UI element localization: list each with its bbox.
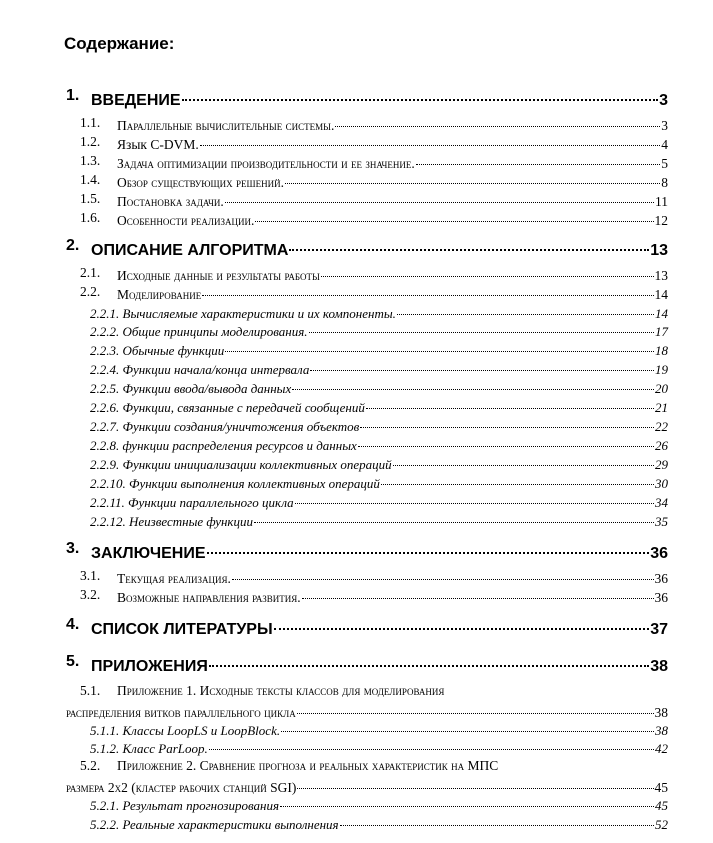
dot-leader (281, 718, 654, 732)
toc-entry-page: 14 (654, 286, 668, 302)
toc-entry-label: Возможные направления развития. (117, 589, 301, 605)
dot-leader (302, 584, 654, 599)
dot-leader (416, 150, 661, 165)
toc-entry-page: 22 (655, 419, 668, 434)
toc-entry-2-2-2[interactable] (0, 322, 713, 339)
toc-entry-page: 29 (655, 457, 668, 472)
toc-entry-3-2[interactable] (0, 587, 713, 605)
toc-entry-2-2-6[interactable] (0, 398, 713, 415)
toc-entry-label: 2.2.10. Функции выполнения коллективных операций (90, 476, 380, 491)
toc-entry-label: Язык C-DVM. (117, 136, 199, 152)
toc-entry-page: 38 (655, 723, 668, 738)
toc-entry-number: 5.2. (80, 758, 101, 773)
dot-leader (340, 812, 654, 826)
toc-entry-page: 19 (655, 362, 668, 377)
toc-entry-2-2-3[interactable] (0, 341, 713, 358)
dot-leader (321, 262, 654, 277)
toc-entry-page: 37 (650, 621, 668, 638)
dot-leader (255, 207, 653, 222)
toc-entry-3[interactable] (0, 540, 713, 562)
toc-entry-page: 20 (655, 381, 668, 396)
dot-leader (381, 471, 654, 485)
toc-entry-2-2-10[interactable] (0, 474, 713, 491)
toc-entry-label: 2.2.11. Функции параллельного цикла (90, 495, 294, 510)
toc-entry-number: 2. (66, 237, 80, 254)
toc-entry-number: 2.2. (80, 284, 101, 299)
toc-entry-page: 42 (655, 741, 668, 756)
toc-entry-label: 5.2.2. Реальные характеристики выполнения (90, 817, 339, 832)
toc-entry-number: 1.5. (80, 191, 101, 206)
toc-entry-label: Обзор существующих решений. (117, 174, 284, 190)
toc-entry-page: 4 (661, 136, 668, 152)
toc-entry-label: Задача оптимизации производительности и ее значение. (117, 155, 415, 171)
dot-leader (207, 536, 650, 554)
toc-entry-number: 3. (66, 540, 80, 557)
dot-leader (274, 612, 650, 630)
toc-entry-page: 45 (655, 798, 668, 813)
dot-leader (366, 395, 654, 409)
toc-entry-4[interactable] (0, 616, 713, 638)
toc-entry-page: 26 (655, 438, 668, 453)
toc-entry-5-2-2[interactable] (0, 815, 713, 832)
toc-entry-2-2-7[interactable] (0, 417, 713, 434)
toc-entry-number: 3.2. (80, 587, 101, 602)
toc-entry-number: 1.6. (80, 210, 101, 225)
toc-entry-label: 2.2.7. Функции создания/уничтожения объектов (90, 419, 360, 434)
toc-entry-page: 52 (655, 817, 668, 832)
dot-leader (309, 319, 654, 333)
toc-entry-label: 5.2.1. Результат прогнозирования (90, 798, 280, 813)
dot-leader (232, 565, 654, 580)
dot-leader (225, 338, 654, 352)
dot-leader (297, 699, 654, 714)
dot-leader (393, 452, 654, 466)
toc-entry-page: 11 (655, 193, 668, 209)
toc-title: Содержание: (64, 34, 175, 53)
toc-entry-2-2-4[interactable] (0, 360, 713, 377)
toc-entry-label-continued: распределения витков параллельного цикла (66, 704, 296, 720)
toc-entry-label: 2.2.6. Функции, связанные с передачей сообщений (90, 400, 365, 415)
toc-entry-label: 5.1.1. Классы LoopLS и LoopBlock. (90, 723, 281, 738)
toc-entry-label: 5.1.2. Класс ParLoop. (90, 741, 208, 756)
toc-entry-page: 36 (654, 589, 668, 605)
toc-entry-label: Параллельные вычислительные системы. (117, 117, 335, 133)
dot-leader (225, 188, 654, 203)
toc-entry-2-2-5[interactable] (0, 379, 713, 396)
toc-entry-label: СПИСОК ЛИТЕРАТУРЫ (91, 621, 273, 638)
toc-entry-5-2-1[interactable] (0, 796, 713, 813)
toc-entry-page: 18 (655, 343, 668, 358)
toc-entry-page: 14 (655, 306, 668, 321)
toc-entry-label: Исходные данные и результаты работы (117, 267, 320, 283)
toc-entry-number: 4. (66, 616, 80, 633)
toc-entry-label: ВВЕДЕНИЕ (91, 92, 181, 109)
dot-leader (295, 490, 654, 504)
toc-entry-label: Постановка задачи. (117, 193, 224, 209)
toc-entry-page: 13 (650, 242, 668, 259)
toc-entry-page: 17 (655, 324, 668, 339)
dot-leader (360, 414, 654, 428)
toc-entry-page: 3 (659, 92, 668, 109)
toc-entry-label: 2.2.4. Функции начала/конца интервала (90, 362, 310, 377)
toc-entry-label: ЗАКЛЮЧЕНИЕ (91, 545, 206, 562)
dot-leader (292, 376, 654, 390)
toc-entry-label: ОПИСАНИЕ АЛГОРИТМА (91, 242, 289, 259)
toc-entry-page: 36 (650, 545, 668, 562)
toc-entry-label: Текущая реализация. (117, 570, 231, 586)
toc-entry-page: 36 (654, 570, 668, 586)
toc-entry-label-continued: размера 2x2 (кластер рабочих станций SGI) (66, 779, 297, 795)
toc-entry-label: ПРИЛОЖЕНИЯ (91, 658, 208, 675)
toc-entry-2-2-11[interactable] (0, 493, 713, 510)
toc-entry-label: Особенности реализации. (117, 212, 255, 228)
dot-leader (182, 83, 659, 101)
dot-leader (209, 649, 649, 667)
toc-entry-label: Моделирование (117, 286, 202, 302)
toc-entry-page: 38 (650, 658, 668, 675)
toc-entry-number: 2.1. (80, 265, 101, 280)
toc-entry-number: 1.3. (80, 153, 101, 168)
dot-leader (335, 112, 660, 127)
toc-entry-2-2-12[interactable] (0, 512, 713, 529)
toc-entry-label: 2.2.12. Неизвестные функции (90, 514, 254, 529)
dot-leader (280, 793, 654, 807)
dot-leader (358, 433, 654, 447)
toc-entry-label: 2.2.9. Функции инициализации коллективных операций (90, 457, 392, 472)
toc-entry-page: 8 (661, 174, 668, 190)
dot-leader (297, 774, 653, 789)
toc-entry-page: 38 (654, 704, 668, 720)
toc-entry-label: 2.2.3. Обычные функции (90, 343, 225, 358)
toc-entry-number: 3.1. (80, 568, 101, 583)
toc-entry-label: 2.2.2. Общие принципы моделирования. (90, 324, 308, 339)
toc-entry-page: 30 (655, 476, 668, 491)
dot-leader (200, 131, 661, 146)
toc-entry-2-2[interactable] (0, 284, 713, 302)
toc-entry-page: 13 (654, 267, 668, 283)
toc-entry-label: 2.2.5. Функции ввода/вывода данных (90, 381, 292, 396)
toc-entry-page: 34 (655, 495, 668, 510)
dot-leader (254, 509, 654, 523)
dot-leader (289, 233, 649, 251)
toc-entry-5[interactable] (0, 653, 713, 675)
toc-entry-label: Приложение 1. Исходные тексты классов для моделирования (117, 683, 445, 698)
toc-entry-1-6[interactable] (0, 210, 713, 228)
toc-entry-label: 2.2.8. функции распределения ресурсов и данных (90, 438, 357, 453)
toc-entry-label: Приложение 2. Сравнение прогноза и реальных характеристик на МПС (117, 758, 499, 773)
dot-leader (209, 736, 654, 750)
toc-entry-page: 5 (661, 155, 668, 171)
toc-entry-label: 2.2.1. Вычисляемые характеристики и их компоненты. (90, 306, 396, 321)
toc-entry-page: 12 (654, 212, 668, 228)
toc-entry-2-2-9[interactable] (0, 455, 713, 472)
toc-entry-page: 21 (655, 400, 668, 415)
dot-leader (202, 281, 653, 296)
dot-leader (310, 357, 654, 371)
dot-leader (285, 169, 660, 184)
toc-entry-2-2-8[interactable] (0, 436, 713, 453)
toc-entry-page: 3 (661, 117, 668, 133)
toc-entry-number: 5. (66, 653, 80, 670)
toc-entry-number: 1.2. (80, 134, 101, 149)
toc-entry-number: 1. (66, 87, 80, 104)
toc-entry-page: 45 (654, 779, 668, 795)
toc-entry-1[interactable] (0, 87, 713, 109)
toc-entry-number: 5.1. (80, 683, 101, 698)
dot-leader (397, 301, 654, 315)
toc-entry-2[interactable] (0, 237, 713, 259)
toc-entry-number: 1.1. (80, 115, 101, 130)
toc-entry-number: 1.4. (80, 172, 101, 187)
toc-entry-page: 35 (655, 514, 668, 529)
toc-entry-5-1-2[interactable] (0, 739, 713, 756)
